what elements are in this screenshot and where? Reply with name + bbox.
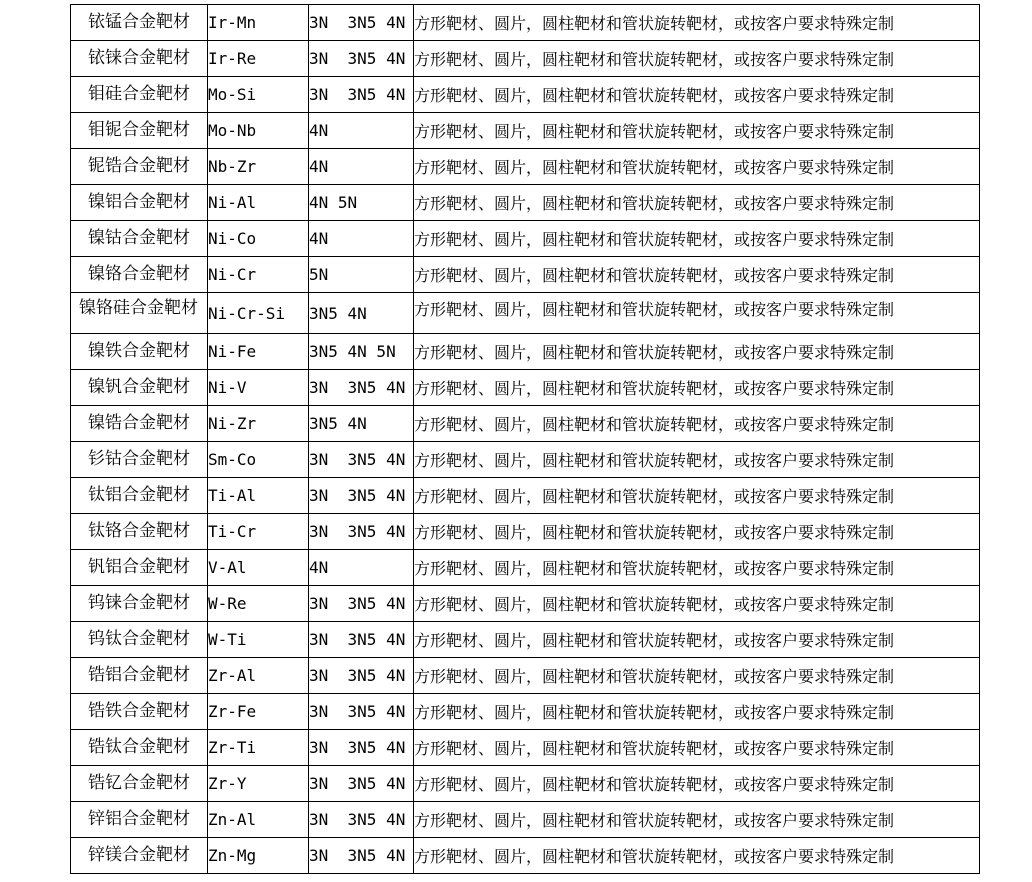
cell-alloy-symbol: Ti-Al xyxy=(208,478,309,514)
table-row xyxy=(71,221,980,257)
cell-description: 方形靶材、圆片，圆柱靶材和管状旋转靶材，或按客户要求特殊定制 xyxy=(414,622,980,658)
table-body xyxy=(71,5,980,874)
cell-product-name: 镍铬合金靶材 xyxy=(71,257,208,293)
table-row xyxy=(71,334,980,370)
table-row xyxy=(71,442,980,478)
cell-product-name: 钨铼合金靶材 xyxy=(71,586,208,622)
cell-description: 方形靶材、圆片，圆柱靶材和管状旋转靶材，或按客户要求特殊定制 xyxy=(414,113,980,149)
cell-product-name: 锌铝合金靶材 xyxy=(71,802,208,838)
cell-product-name: 镍钒合金靶材 xyxy=(71,370,208,406)
cell-alloy-symbol: Zr-Fe xyxy=(208,694,309,730)
cell-description: 方形靶材、圆片，圆柱靶材和管状旋转靶材，或按客户要求特殊定制 xyxy=(414,838,980,874)
table-row xyxy=(71,41,980,77)
cell-description: 方形靶材、圆片，圆柱靶材和管状旋转靶材，或按客户要求特殊定制 xyxy=(414,257,980,293)
cell-purity: 3N5 4N 5N xyxy=(309,334,414,370)
table-row xyxy=(71,802,980,838)
cell-purity: 3N 3N5 4N xyxy=(309,514,414,550)
cell-description: 方形靶材、圆片，圆柱靶材和管状旋转靶材，或按客户要求特殊定制 xyxy=(414,77,980,113)
cell-purity: 3N 3N5 4N xyxy=(309,622,414,658)
cell-alloy-symbol: W-Re xyxy=(208,586,309,622)
cell-alloy-symbol: V-Al xyxy=(208,550,309,586)
table-row xyxy=(71,838,980,874)
cell-product-name: 钒铝合金靶材 xyxy=(71,550,208,586)
cell-product-name: 镍铁合金靶材 xyxy=(71,334,208,370)
table-row xyxy=(71,586,980,622)
cell-description: 方形靶材、圆片，圆柱靶材和管状旋转靶材，或按客户要求特殊定制 xyxy=(414,442,980,478)
cell-description: 方形靶材、圆片，圆柱靶材和管状旋转靶材，或按客户要求特殊定制 xyxy=(414,221,980,257)
cell-purity: 3N 3N5 4N xyxy=(309,658,414,694)
cell-alloy-symbol: Zn-Mg xyxy=(208,838,309,874)
cell-product-name: 铌锆合金靶材 xyxy=(71,149,208,185)
cell-description: 方形靶材、圆片，圆柱靶材和管状旋转靶材，或按客户要求特殊定制 xyxy=(414,766,980,802)
table-row xyxy=(71,185,980,221)
table-row xyxy=(71,257,980,293)
cell-purity: 3N 3N5 4N xyxy=(309,730,414,766)
cell-product-name: 钛铬合金靶材 xyxy=(71,514,208,550)
cell-alloy-symbol: Ni-V xyxy=(208,370,309,406)
cell-product-name: 钼硅合金靶材 xyxy=(71,77,208,113)
cell-description: 方形靶材、圆片，圆柱靶材和管状旋转靶材，或按客户要求特殊定制 xyxy=(414,293,980,334)
cell-product-name: 钐钴合金靶材 xyxy=(71,442,208,478)
cell-description: 方形靶材、圆片，圆柱靶材和管状旋转靶材，或按客户要求特殊定制 xyxy=(414,149,980,185)
table-row xyxy=(71,149,980,185)
cell-purity: 3N 3N5 4N xyxy=(309,802,414,838)
cell-alloy-symbol: Ni-Fe xyxy=(208,334,309,370)
cell-product-name: 锌镁合金靶材 xyxy=(71,838,208,874)
table-row xyxy=(71,293,980,334)
cell-product-name: 钛铝合金靶材 xyxy=(71,478,208,514)
cell-product-name: 锆铝合金靶材 xyxy=(71,658,208,694)
cell-description: 方形靶材、圆片，圆柱靶材和管状旋转靶材，或按客户要求特殊定制 xyxy=(414,185,980,221)
cell-product-name: 镍锆合金靶材 xyxy=(71,406,208,442)
cell-alloy-symbol: Mo-Nb xyxy=(208,113,309,149)
cell-product-name: 钨钛合金靶材 xyxy=(71,622,208,658)
cell-product-name: 锆钇合金靶材 xyxy=(71,766,208,802)
cell-alloy-symbol: Ni-Cr-Si xyxy=(208,293,309,334)
cell-product-name: 镍钴合金靶材 xyxy=(71,221,208,257)
cell-purity: 3N 3N5 4N xyxy=(309,370,414,406)
cell-purity: 5N xyxy=(309,257,414,293)
cell-product-name: 锆铁合金靶材 xyxy=(71,694,208,730)
cell-alloy-symbol: Zr-Y xyxy=(208,766,309,802)
table-row xyxy=(71,370,980,406)
cell-purity: 3N 3N5 4N xyxy=(309,694,414,730)
cell-alloy-symbol: Ni-Zr xyxy=(208,406,309,442)
cell-description: 方形靶材、圆片，圆柱靶材和管状旋转靶材，或按客户要求特殊定制 xyxy=(414,5,980,41)
cell-purity: 4N xyxy=(309,221,414,257)
cell-alloy-symbol: Ir-Mn xyxy=(208,5,309,41)
cell-purity: 4N xyxy=(309,149,414,185)
cell-description: 方形靶材、圆片，圆柱靶材和管状旋转靶材，或按客户要求特殊定制 xyxy=(414,406,980,442)
cell-description: 方形靶材、圆片，圆柱靶材和管状旋转靶材，或按客户要求特殊定制 xyxy=(414,41,980,77)
table-row xyxy=(71,658,980,694)
cell-product-name: 锆钛合金靶材 xyxy=(71,730,208,766)
cell-description: 方形靶材、圆片，圆柱靶材和管状旋转靶材，或按客户要求特殊定制 xyxy=(414,334,980,370)
cell-product-name: 铱锰合金靶材 xyxy=(71,5,208,41)
cell-purity: 4N xyxy=(309,113,414,149)
table-row xyxy=(71,478,980,514)
cell-description: 方形靶材、圆片，圆柱靶材和管状旋转靶材，或按客户要求特殊定制 xyxy=(414,694,980,730)
cell-product-name: 镍铝合金靶材 xyxy=(71,185,208,221)
table-row xyxy=(71,514,980,550)
table-row xyxy=(71,622,980,658)
cell-alloy-symbol: Zr-Ti xyxy=(208,730,309,766)
table-row xyxy=(71,550,980,586)
table-row xyxy=(71,113,980,149)
cell-purity: 3N 3N5 4N xyxy=(309,586,414,622)
alloy-target-spec-table xyxy=(70,4,980,874)
cell-description: 方形靶材、圆片，圆柱靶材和管状旋转靶材，或按客户要求特殊定制 xyxy=(414,730,980,766)
cell-description: 方形靶材、圆片，圆柱靶材和管状旋转靶材，或按客户要求特殊定制 xyxy=(414,658,980,694)
cell-purity: 3N 3N5 4N xyxy=(309,41,414,77)
cell-alloy-symbol: Ni-Al xyxy=(208,185,309,221)
table-row xyxy=(71,694,980,730)
cell-alloy-symbol: Zn-Al xyxy=(208,802,309,838)
cell-product-name: 钼铌合金靶材 xyxy=(71,113,208,149)
cell-purity: 3N5 4N xyxy=(309,406,414,442)
cell-description: 方形靶材、圆片，圆柱靶材和管状旋转靶材，或按客户要求特殊定制 xyxy=(414,478,980,514)
cell-purity: 3N 3N5 4N xyxy=(309,442,414,478)
table-row xyxy=(71,77,980,113)
cell-purity: 3N 3N5 4N xyxy=(309,766,414,802)
cell-purity: 3N 3N5 4N xyxy=(309,838,414,874)
cell-purity: 3N 3N5 4N xyxy=(309,77,414,113)
table-row xyxy=(71,5,980,41)
cell-alloy-symbol: W-Ti xyxy=(208,622,309,658)
cell-alloy-symbol: Ti-Cr xyxy=(208,514,309,550)
cell-alloy-symbol: Nb-Zr xyxy=(208,149,309,185)
table-row xyxy=(71,766,980,802)
cell-alloy-symbol: Ir-Re xyxy=(208,41,309,77)
cell-product-name: 镍铬硅合金靶材 xyxy=(71,293,208,334)
cell-alloy-symbol: Zr-Al xyxy=(208,658,309,694)
cell-description: 方形靶材、圆片，圆柱靶材和管状旋转靶材，或按客户要求特殊定制 xyxy=(414,550,980,586)
cell-alloy-symbol: Ni-Cr xyxy=(208,257,309,293)
cell-description: 方形靶材、圆片，圆柱靶材和管状旋转靶材，或按客户要求特殊定制 xyxy=(414,514,980,550)
cell-purity: 4N xyxy=(309,550,414,586)
table-row xyxy=(71,406,980,442)
cell-alloy-symbol: Sm-Co xyxy=(208,442,309,478)
table-row xyxy=(71,730,980,766)
cell-purity: 4N 5N xyxy=(309,185,414,221)
cell-alloy-symbol: Mo-Si xyxy=(208,77,309,113)
cell-purity: 3N 3N5 4N xyxy=(309,5,414,41)
cell-description: 方形靶材、圆片，圆柱靶材和管状旋转靶材，或按客户要求特殊定制 xyxy=(414,802,980,838)
cell-purity: 3N5 4N xyxy=(309,293,414,334)
cell-alloy-symbol: Ni-Co xyxy=(208,221,309,257)
cell-description: 方形靶材、圆片，圆柱靶材和管状旋转靶材，或按客户要求特殊定制 xyxy=(414,586,980,622)
cell-product-name: 铱铼合金靶材 xyxy=(71,41,208,77)
cell-description: 方形靶材、圆片，圆柱靶材和管状旋转靶材，或按客户要求特殊定制 xyxy=(414,370,980,406)
cell-purity: 3N 3N5 4N xyxy=(309,478,414,514)
